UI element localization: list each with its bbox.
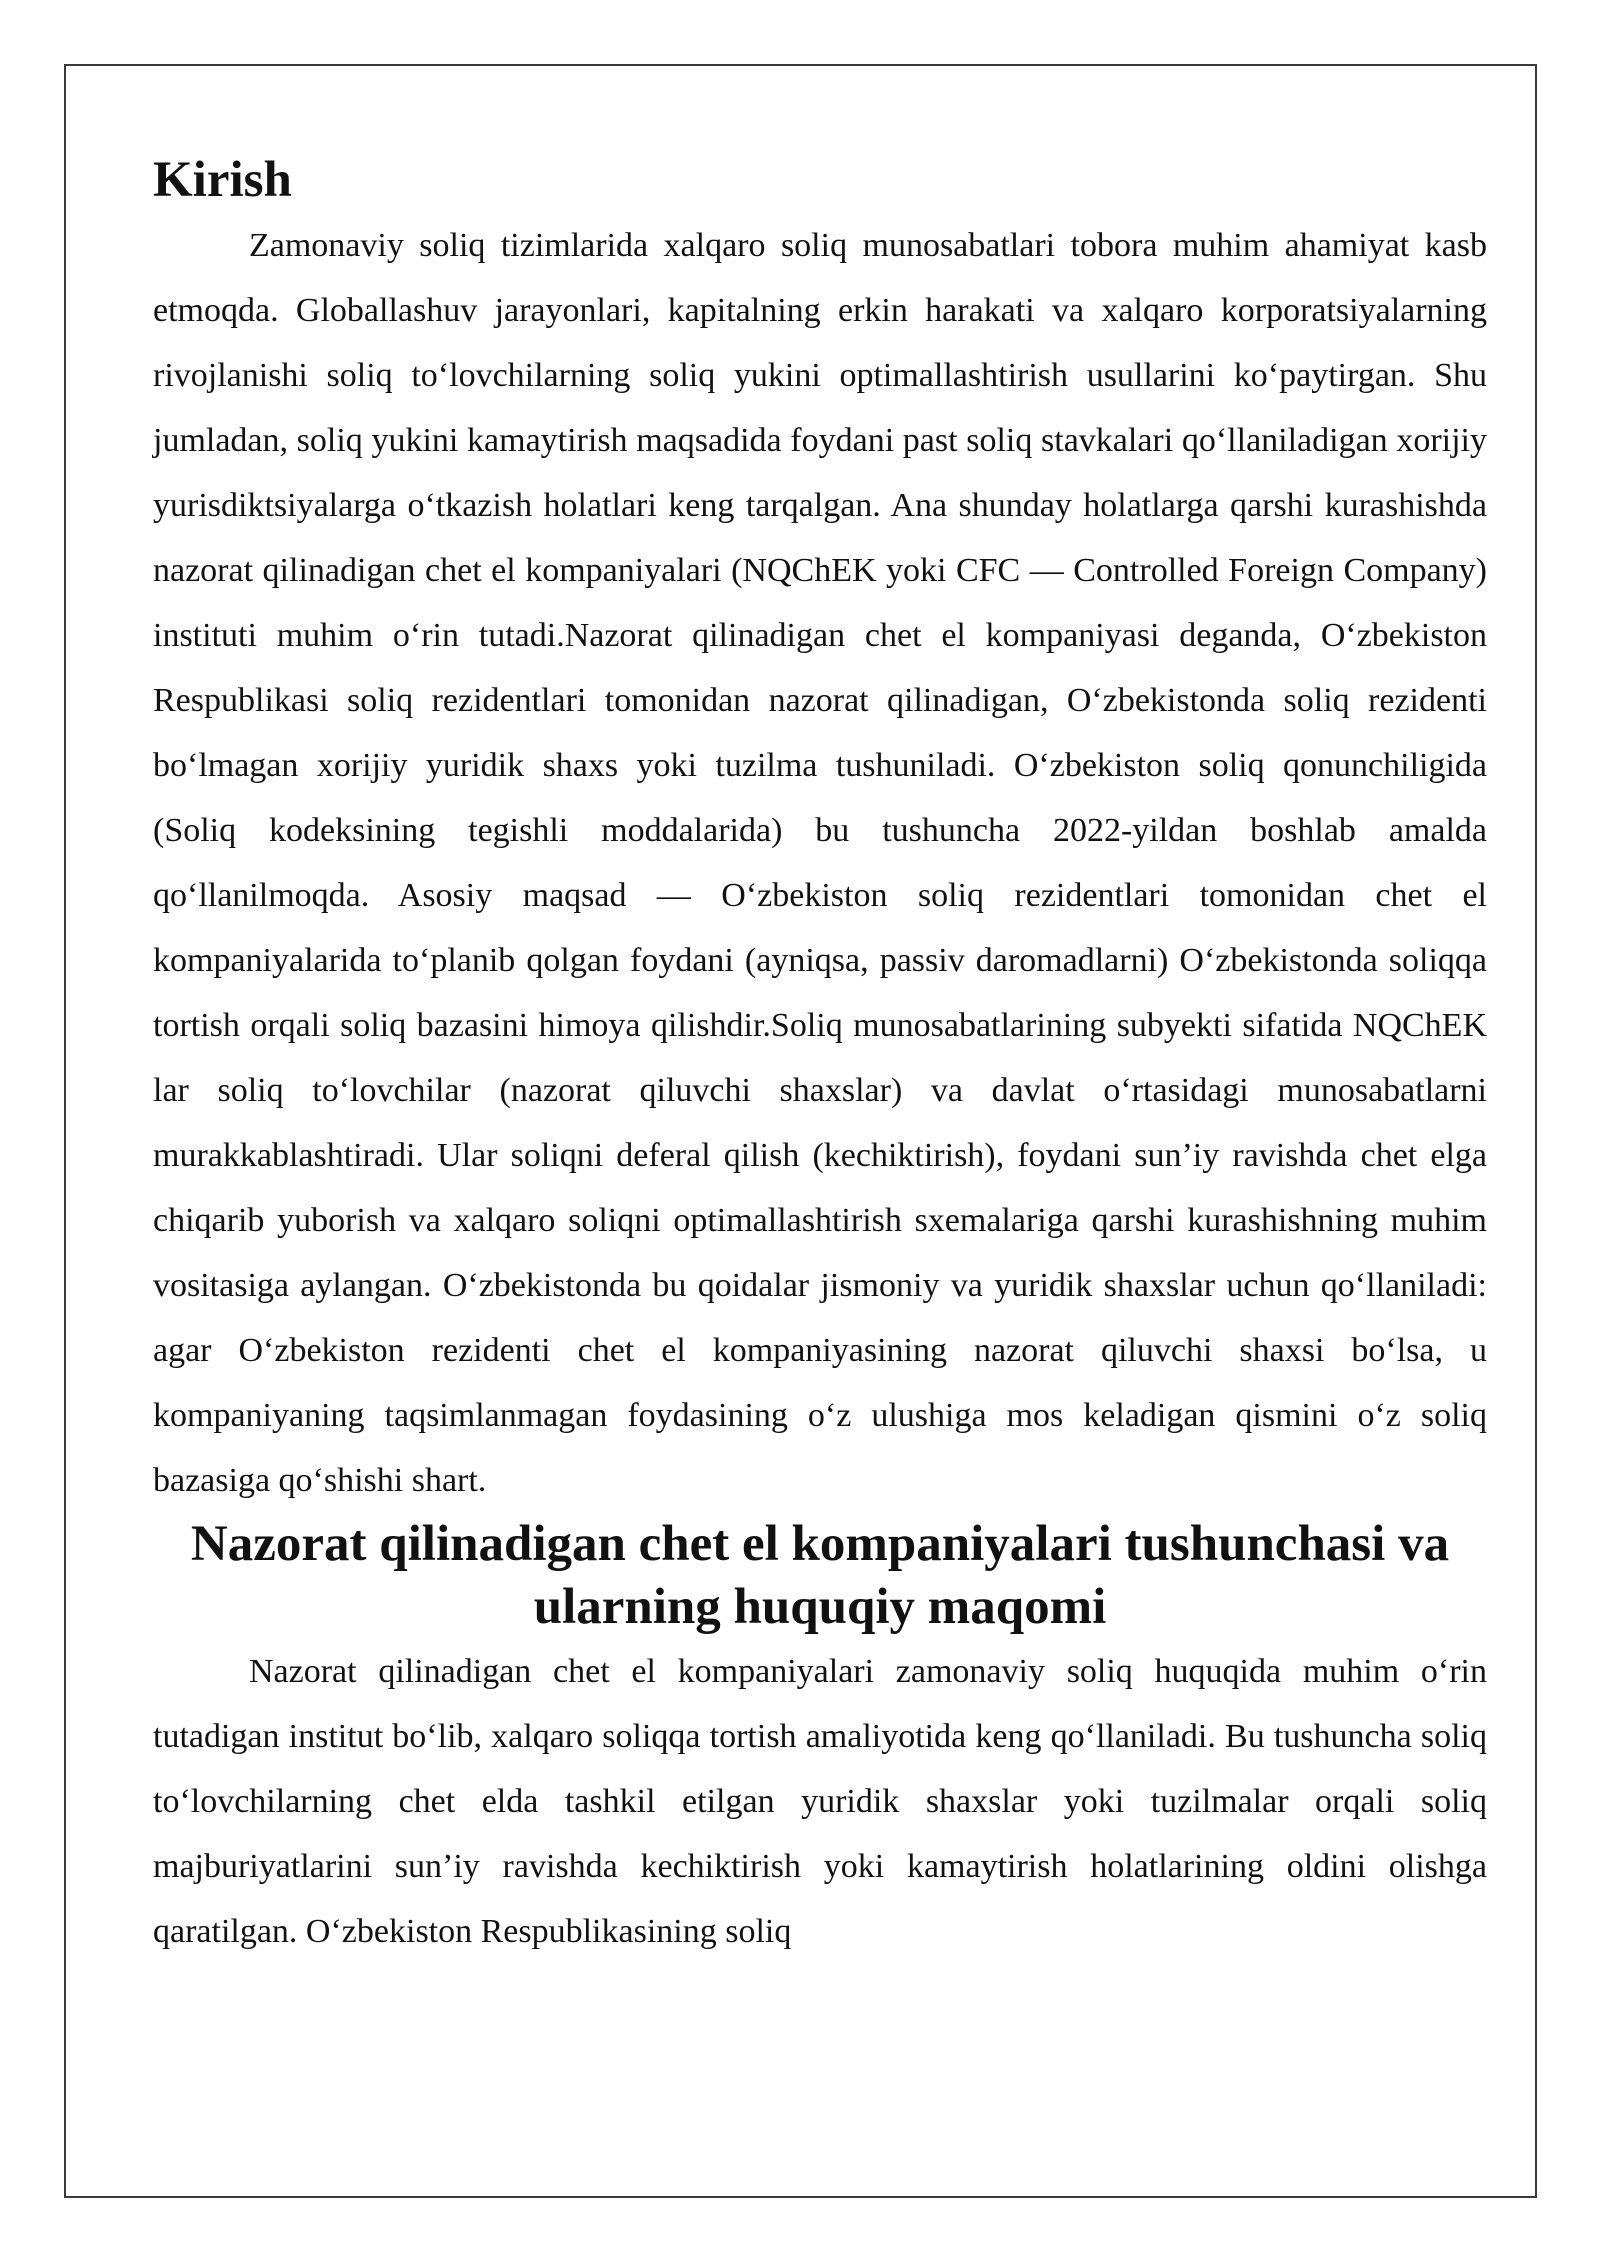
section-paragraph: Nazorat qilinadigan chet el kompaniyalari zamonaviy soliq huquqida muhim o‘rin tutadigan institut bo‘lib, xalqaro soliqqa tortish amaliyotida keng qo‘llaniladi. Bu tushuncha soliq to‘lovchilarning chet elda tashkil etilgan yuridik shaxslar yoki tuzilmalar orqali soliq majburiyatlarini sun’iy ravishda kechiktirish yoki kamaytirish holatlarining oldini olishga qaratilgan. O‘zbekiston Respublikasining soliq [153, 1653, 1487, 1950]
intro-paragraph: Zamonaviy soliq tizimlarida xalqaro soliq munosabatlari tobora muhim ahamiyat kasb etmoqda. Globallashuv jarayonlari, kapitalning erkin harakati va xalqaro korporatsiyalarning rivojlanishi soliq to‘lovchilarning soliq yukini optimallashtirish usullarini ko‘paytirgan. Shu jumladan, soliq yukini kamaytirish maqsadida foydani past soliq stavkalari qo‘llaniladigan xorijiy yurisdiktsiyalarga o‘tkazish holatlari keng tarqalgan. Ana shunday holatlarga qarshi kurashishda nazorat qilinadigan chet el kompaniyalari (NQChEK yoki CFC — Controlled Foreign Company) instituti muhim o‘rin tutadi.Nazorat qilinadigan chet el kompaniyasi deganda, O‘zbekiston Respublikasi soliq rezidentlari tomonidan nazorat qilinadigan, O‘zbekistonda soliq rezidenti bo‘lmagan xorijiy yuridik shaxs yoki tuzilma tushuniladi. O‘zbekiston soliq qonunchiligida (Soliq kodeksining tegishli moddalarida) bu tushuncha 2022-yildan boshlab amalda qo‘llanilmoqda. Asosiy maqsad — O‘zbekiston soliq rezidentlari tomonidan chet el kompaniyalarida to‘planib qolgan foydani (ayniqsa, passiv daromadlarni) O‘zbekistonda soliqqa tortish orqali soliq bazasini himoya qilishdir.Soliq munosabatlarining subyekti sifatida NQChEK lar soliq to‘lovchilar (nazorat qiluvchi shaxslar) va davlat o‘rtasidagi munosabatlarni murakkablashtiradi. Ular soliqni deferal qilish (kechiktirish), foydani sun’iy ravishda chet elga chiqarib yuborish va xalqaro soliqni optimallashtirish sxemalariga qarshi kurashishning muhim vositasiga aylangan. O‘zbekistonda bu qoidalar jismoniy va yuridik shaxslar uchun qo‘llaniladi: agar O‘zbekiston rezidenti chet el kompaniyasining nazorat qiluvchi shaxsi bo‘lsa, u kompaniyaning taqsimlanmagan foydasining o‘z ulushiga mos keladigan qismini o‘z soliq bazasiga qo‘shishi shart. [153, 227, 1487, 1499]
intro-heading: Kirish [153, 152, 292, 208]
document-body [153, 148, 1487, 1964]
section-heading: Nazorat qilinadigan chet el kompaniyalari tushunchasi va ularning huquqiy maqomi [190, 1516, 1450, 1635]
